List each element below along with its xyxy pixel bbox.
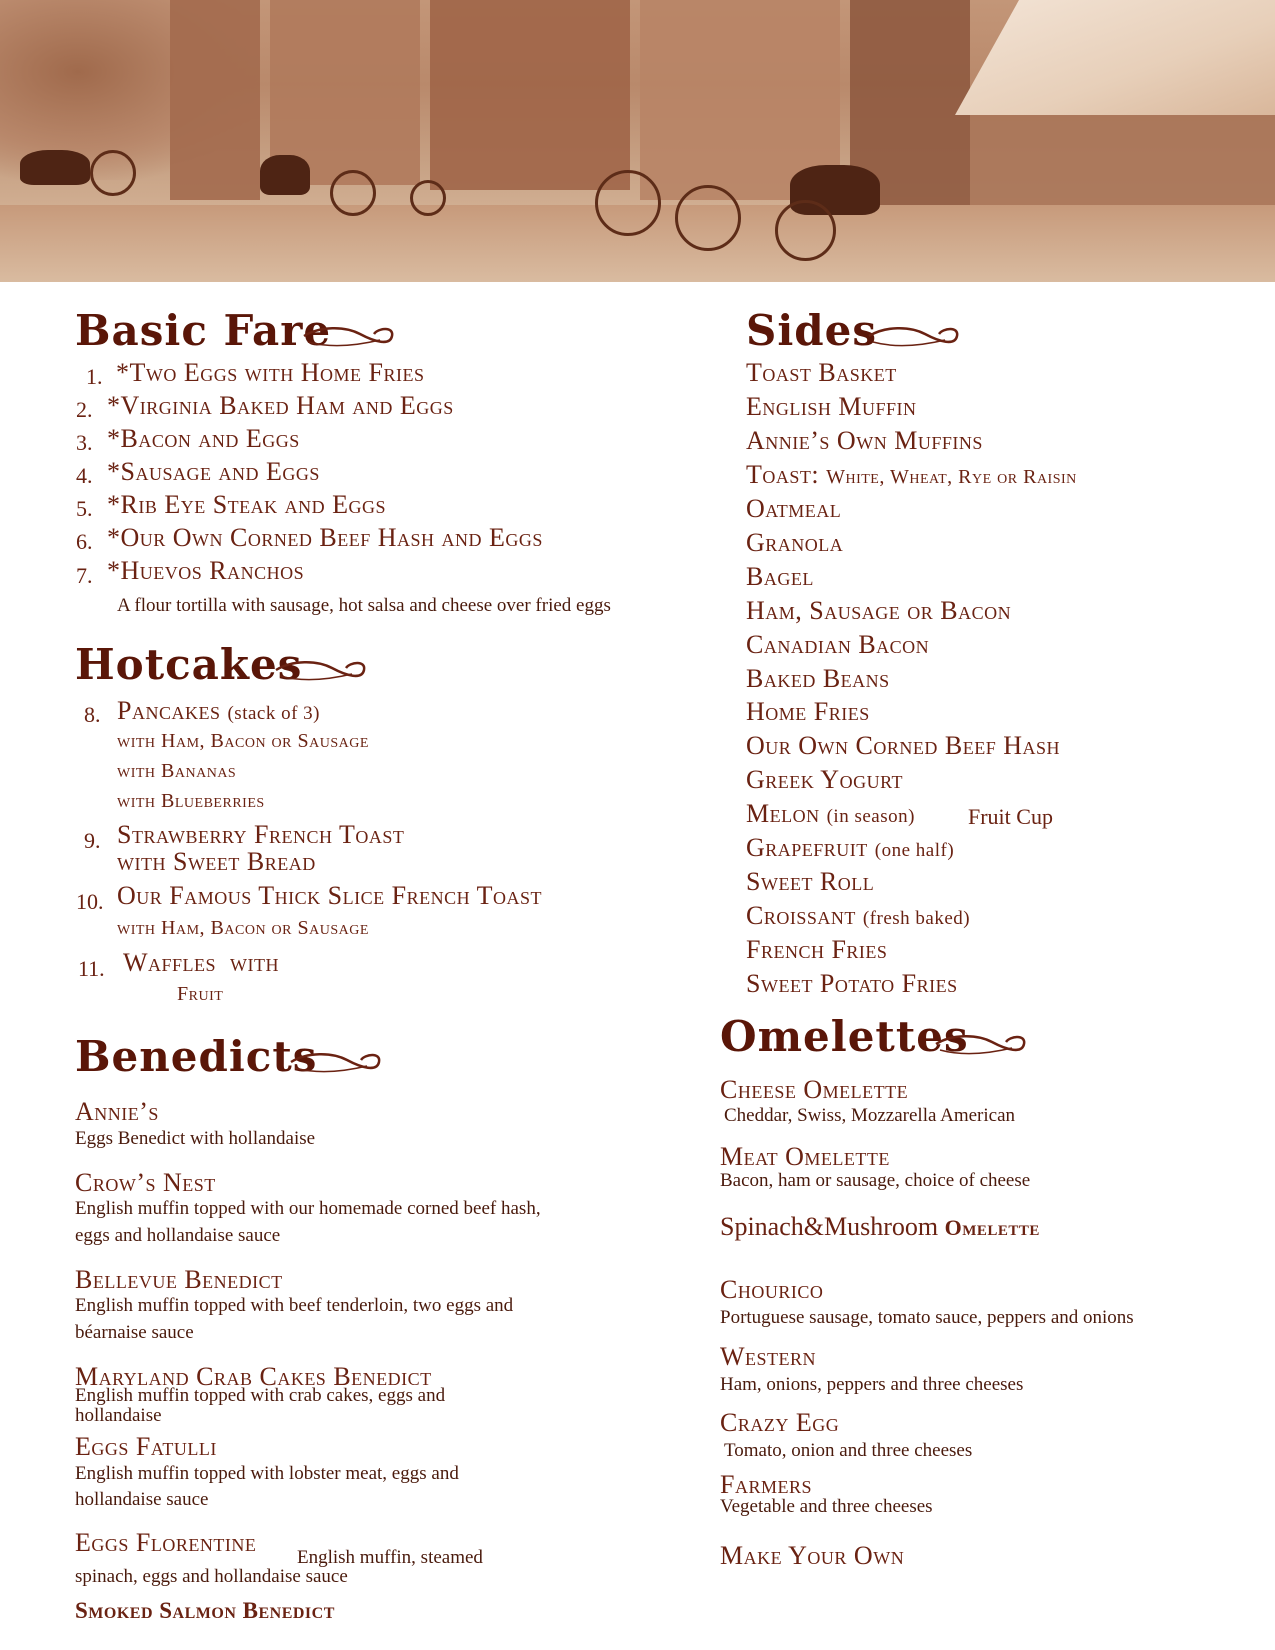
item-description: Portuguese sausage, tomato sauce, peppers and onions [720, 1307, 1134, 1328]
side-item: Ham, Sausage or Bacon [746, 596, 1012, 625]
omelette-item: Meat Omelette [720, 1142, 890, 1171]
side-item: Sweet Potato Fries [746, 969, 958, 998]
menu-item [117, 696, 320, 726]
flourish-icon [932, 1030, 1032, 1060]
item-description: eggs and hollandaise sauce [75, 1225, 281, 1246]
menu-item: *Our Own Corned Beef Hash and Eggs [107, 523, 543, 552]
menu-item: with Sweet Bread [117, 847, 316, 876]
item-note: (stack of 3) [227, 703, 320, 724]
flourish-icon [287, 1048, 387, 1078]
side-item: French Fries [746, 935, 888, 964]
item-number: 4. [76, 463, 93, 488]
item-description: English muffin topped with lobster meat, eggs and [75, 1463, 459, 1484]
menu-item: *Rib Eye Steak and Eggs [107, 490, 387, 519]
section-title-sides: Sides [746, 306, 878, 355]
side-item: Toast Basket [746, 358, 897, 387]
omelette-item: Farmers [720, 1470, 812, 1499]
omelette-item: Cheese Omelette [720, 1075, 909, 1104]
side-item-name: Grapefruit [746, 833, 868, 862]
section-title-benedicts: Benedicts [75, 1032, 318, 1081]
header-photo [0, 0, 1275, 282]
menu-item: *Two Eggs with Home Fries [116, 358, 425, 387]
omelette-item [720, 1212, 1040, 1242]
menu-item: Maryland Crab Cakes Benedict [75, 1362, 432, 1391]
omelette-item: Western [720, 1342, 817, 1371]
section-title-basic-fare: Basic Fare [75, 306, 332, 355]
item-name-suffix: Omelette [944, 1215, 1040, 1240]
omelette-item: Crazy Egg [720, 1408, 840, 1437]
item-description: béarnaise sauce [75, 1322, 194, 1343]
item-description: English muffin, steamed [297, 1547, 483, 1568]
flourish-icon [865, 322, 965, 352]
item-option: with Bananas [117, 760, 237, 782]
menu-item: Smoked Salmon Benedict [75, 1598, 335, 1623]
side-item: Bagel [746, 562, 814, 591]
item-number: 8. [84, 702, 101, 727]
side-item-options: White, Wheat, Rye or Raisin [826, 466, 1077, 488]
menu-item: *Huevos Ranchos [107, 556, 305, 585]
menu-item: *Virginia Baked Ham and Eggs [107, 391, 454, 420]
side-item: Fruit Cup [968, 804, 1053, 829]
menu-item: Annie’s [75, 1097, 159, 1126]
item-description: Bacon, ham or sausage, choice of cheese [720, 1170, 1031, 1191]
item-option: with Ham, Bacon or Sausage [117, 730, 369, 752]
side-item-note: (fresh baked) [862, 908, 971, 929]
side-item: Home Fries [746, 697, 870, 726]
side-item [746, 799, 915, 829]
side-item-name: Croissant [746, 901, 856, 930]
item-description: Ham, onions, peppers and three cheeses [720, 1374, 1024, 1395]
item-description: English muffin topped with our homemade corned beef hash, [75, 1198, 541, 1219]
side-item [746, 460, 1077, 490]
menu-item: *Bacon and Eggs [107, 424, 300, 453]
side-item: Sweet Roll [746, 867, 875, 896]
menu-item: Bellevue Benedict [75, 1265, 283, 1294]
menu-item: Waffles with [123, 948, 280, 977]
item-name: Spinach&Mushroom [720, 1212, 939, 1241]
side-item-name: Toast: [746, 460, 820, 489]
side-item: Oatmeal [746, 494, 842, 523]
side-item [746, 833, 954, 863]
item-description: Tomato, onion and three cheeses [724, 1440, 973, 1461]
side-item: Greek Yogurt [746, 765, 903, 794]
menu-item: Eggs Florentine [75, 1528, 257, 1557]
item-option: Fruit [177, 983, 224, 1005]
item-number: 10. [76, 889, 104, 914]
flourish-icon [300, 322, 400, 352]
item-number: 11. [78, 956, 105, 981]
item-number: 5. [76, 496, 93, 521]
item-name: Pancakes [117, 696, 221, 725]
menu-item: Eggs Fatulli [75, 1432, 217, 1461]
item-number: 6. [76, 529, 93, 554]
omelette-item: Make Your Own [720, 1541, 905, 1570]
item-description: Cheddar, Swiss, Mozzarella American [724, 1105, 1016, 1126]
side-item [746, 901, 970, 931]
menu-item: Our Famous Thick Slice French Toast [117, 881, 542, 910]
item-option: with Ham, Bacon or Sausage [117, 917, 369, 939]
side-item: Baked Beans [746, 664, 890, 693]
side-item-note: (in season) [826, 806, 915, 827]
side-item: Annie’s Own Muffins [746, 426, 983, 455]
menu-item: Crow’s Nest [75, 1168, 216, 1197]
item-description: Eggs Benedict with hollandaise [75, 1128, 316, 1149]
item-description: English muffin topped with beef tenderloin, two eggs and [75, 1295, 514, 1316]
omelette-item: Chourico [720, 1275, 824, 1304]
item-description: hollandaise sauce [75, 1489, 209, 1510]
menu-item: *Sausage and Eggs [107, 457, 320, 486]
flourish-icon [272, 656, 372, 686]
store-awning [955, 0, 1275, 115]
item-description: A flour tortilla with sausage, hot salsa and cheese over fried eggs [117, 595, 611, 616]
item-description: hollandaise [75, 1405, 162, 1426]
item-number: 7. [76, 563, 93, 588]
side-item: Our Own Corned Beef Hash [746, 731, 1061, 760]
item-option: with Blueberries [117, 790, 265, 812]
item-description: English muffin topped with crab cakes, eggs and [75, 1385, 446, 1406]
side-item: Granola [746, 528, 844, 557]
item-description: spinach, eggs and hollandaise sauce [75, 1566, 348, 1587]
side-item-name: Melon [746, 799, 820, 828]
item-description: Vegetable and three cheeses [720, 1496, 933, 1517]
side-item-note: (one half) [874, 840, 955, 861]
side-item: Canadian Bacon [746, 630, 930, 659]
item-number: 9. [84, 828, 101, 853]
item-number: 3. [76, 430, 93, 455]
item-number: 2. [76, 397, 93, 422]
section-title-omelettes: Omelettes [720, 1012, 969, 1061]
side-item: English Muffin [746, 392, 917, 421]
section-title-hotcakes: Hotcakes [75, 640, 303, 689]
menu-item: Strawberry French Toast [117, 820, 405, 849]
item-number: 1. [86, 364, 103, 389]
